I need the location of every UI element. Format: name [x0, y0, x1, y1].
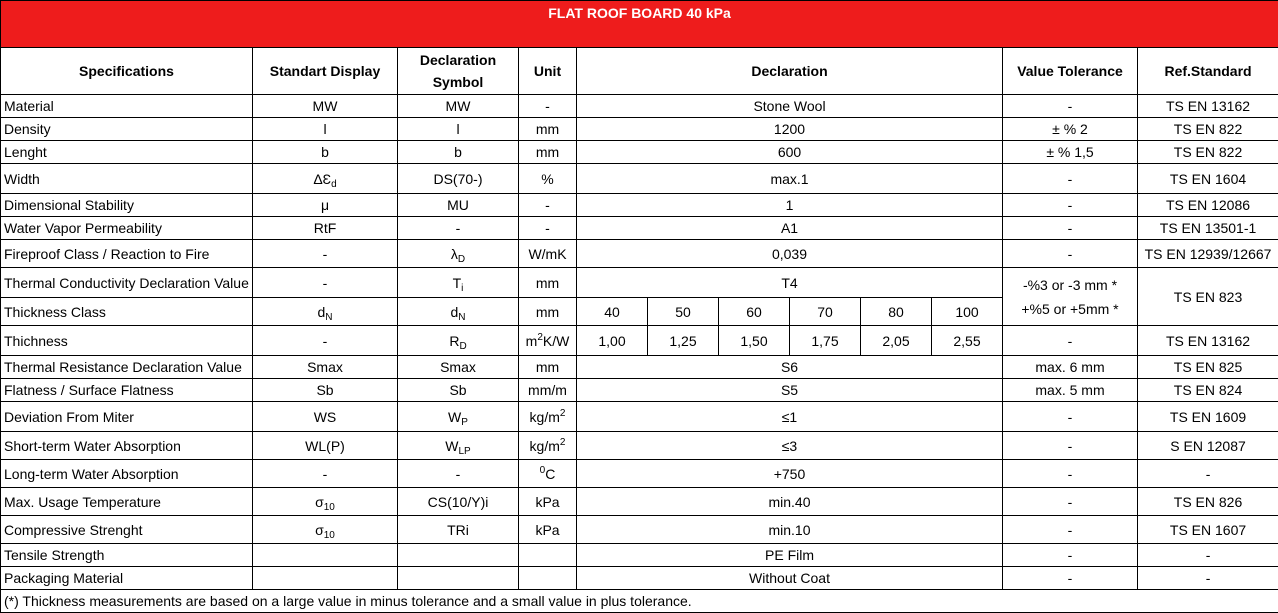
unit-cell: - [519, 95, 577, 118]
tolerance-cell: - [1003, 460, 1138, 488]
display-cell: μ [253, 194, 398, 217]
value-cell: 2,55 [932, 326, 1003, 356]
ref-cell: TS EN 12086 [1138, 194, 1278, 217]
table-row [1, 141, 1278, 164]
display-cell: - [253, 268, 398, 298]
spec-cell: Packaging Material [1, 567, 253, 590]
symbol-sub: N [458, 312, 465, 323]
symbol-cell [398, 268, 519, 298]
unit-cell [519, 402, 577, 432]
unit-cell: mm/m [519, 379, 577, 402]
footnote: (*) Thickness measurements are based on a large value in minus tolerance and a small value in plus tolerance. [1, 590, 1278, 613]
display-cell: - [253, 460, 398, 488]
unit-cell [519, 567, 577, 590]
unit-cell: kPa [519, 488, 577, 516]
symbol-base: T [453, 275, 462, 291]
tolerance-cell: - [1003, 95, 1138, 118]
tolerance-cell [1003, 268, 1138, 326]
declaration-cell: S6 [577, 356, 1003, 379]
symbol-cell [398, 567, 519, 590]
unit-cell [519, 432, 577, 460]
declaration-cell: 1200 [577, 118, 1003, 141]
unit-rest: C [545, 466, 555, 482]
tolerance-minus: -%3 or -3 mm * [1005, 273, 1135, 297]
table-row [1, 326, 1278, 356]
value-cell: 80 [861, 298, 932, 326]
table-row [1, 460, 1278, 488]
spec-cell: Material [1, 95, 253, 118]
symbol-cell [398, 544, 519, 567]
symbol-base: λ [451, 246, 458, 262]
header-declaration-symbol: Declaration Symbol [398, 48, 519, 95]
table-title: FLAT ROOF BOARD 40 kPa [1, 1, 1278, 48]
table-row [1, 432, 1278, 460]
spec-cell: Tensile Strength [1, 544, 253, 567]
symbol-cell: MW [398, 95, 519, 118]
symbol-cell: Smax [398, 356, 519, 379]
symbol-cell: - [398, 460, 519, 488]
symbol-sub: LP [458, 446, 470, 457]
ref-cell: TS EN 13501-1 [1138, 217, 1278, 240]
declaration-cell: Without Coat [577, 567, 1003, 590]
spec-cell: Compressive Strenght [1, 516, 253, 544]
spec-cell: Thermal Conductivity Declaration Value [1, 268, 253, 298]
display-base: ΔƐ [313, 171, 331, 187]
symbol-cell: Sb [398, 379, 519, 402]
display-cell [253, 488, 398, 516]
symbol-cell [398, 240, 519, 268]
spec-cell: Flatness / Surface Flatness [1, 379, 253, 402]
table-row [1, 488, 1278, 516]
spec-cell: Max. Usage Temperature [1, 488, 253, 516]
ref-cell: - [1138, 544, 1278, 567]
header-standart-display: Standart Display [253, 48, 398, 95]
tolerance-cell: max. 5 mm [1003, 379, 1138, 402]
unit-cell: mm [519, 356, 577, 379]
symbol-cell [398, 298, 519, 326]
symbol-cell: TRi [398, 516, 519, 544]
unit-cell: mm [519, 118, 577, 141]
tolerance-cell: - [1003, 240, 1138, 268]
symbol-sub: D [459, 341, 466, 352]
spec-cell: Water Vapor Permeability [1, 217, 253, 240]
declaration-cell: 0,039 [577, 240, 1003, 268]
header-value-tolerance: Value Tolerance [1003, 48, 1138, 95]
table-row [1, 194, 1278, 217]
tolerance-cell: ± % 1,5 [1003, 141, 1138, 164]
declaration-cell: max.1 [577, 164, 1003, 194]
tolerance-cell: ± % 2 [1003, 118, 1138, 141]
unit-sup: 2 [537, 332, 543, 343]
display-sub: 10 [324, 530, 335, 541]
unit-sup: 2 [560, 437, 566, 448]
display-cell: WL(P) [253, 432, 398, 460]
header-declaration: Declaration [577, 48, 1003, 95]
display-cell: Sb [253, 379, 398, 402]
declaration-cell: 1 [577, 194, 1003, 217]
value-cell: 60 [719, 298, 790, 326]
unit-cell: - [519, 194, 577, 217]
tolerance-cell: - [1003, 516, 1138, 544]
value-cell: 1,25 [648, 326, 719, 356]
table-row [1, 402, 1278, 432]
value-cell: 100 [932, 298, 1003, 326]
spec-cell: Deviation From Miter [1, 402, 253, 432]
unit-cell: % [519, 164, 577, 194]
unit-cell: mm [519, 298, 577, 326]
unit-cell [519, 326, 577, 356]
display-base: d [317, 304, 325, 320]
tolerance-cell: - [1003, 194, 1138, 217]
unit-rest: K/W [543, 333, 569, 349]
ref-cell: TS EN 822 [1138, 141, 1278, 164]
tolerance-cell: - [1003, 488, 1138, 516]
symbol-base: W [448, 409, 461, 425]
display-cell: - [253, 240, 398, 268]
symbol-cell: b [398, 141, 519, 164]
display-cell: - [253, 326, 398, 356]
display-base: σ [315, 494, 324, 510]
tolerance-cell: - [1003, 164, 1138, 194]
table-row [1, 118, 1278, 141]
table-row [1, 567, 1278, 590]
table-row [1, 544, 1278, 567]
table-row [1, 379, 1278, 402]
declaration-cell: S5 [577, 379, 1003, 402]
declaration-cell: ≤1 [577, 402, 1003, 432]
ref-cell: TS EN 826 [1138, 488, 1278, 516]
unit-cell: mm [519, 268, 577, 298]
unit-base: m [526, 333, 538, 349]
unit-cell [519, 460, 577, 488]
symbol-base: R [449, 333, 459, 349]
symbol-cell: MU [398, 194, 519, 217]
unit-cell: kPa [519, 516, 577, 544]
ref-cell: TS EN 1604 [1138, 164, 1278, 194]
symbol-cell: DS(70-) [398, 164, 519, 194]
spec-cell: Width [1, 164, 253, 194]
spec-cell: Thickness Class [1, 298, 253, 326]
tolerance-cell: - [1003, 217, 1138, 240]
table-row [1, 240, 1278, 268]
symbol-cell [398, 326, 519, 356]
unit-sup: 0 [540, 465, 546, 476]
header-ref-standard: Ref.Standard [1138, 48, 1278, 95]
tolerance-cell: - [1003, 402, 1138, 432]
spec-cell: Long-term Water Absorption [1, 460, 253, 488]
display-cell [253, 298, 398, 326]
symbol-cell: CS(10/Y)i [398, 488, 519, 516]
declaration-cell: ≤3 [577, 432, 1003, 460]
symbol-sub: P [461, 417, 468, 428]
value-cell: 40 [577, 298, 648, 326]
display-cell: RtF [253, 217, 398, 240]
ref-cell: TS EN 1609 [1138, 402, 1278, 432]
tolerance-plus: +%5 or +5mm * [1005, 297, 1135, 321]
display-cell: MW [253, 95, 398, 118]
symbol-cell [398, 402, 519, 432]
ref-cell: TS EN 12939/12667 [1138, 240, 1278, 268]
ref-cell: TS EN 13162 [1138, 95, 1278, 118]
ref-cell: TS EN 1607 [1138, 516, 1278, 544]
ref-cell: - [1138, 460, 1278, 488]
unit-cell: W/mK [519, 240, 577, 268]
display-base: σ [315, 522, 324, 538]
display-sub: d [331, 179, 337, 190]
declaration-cell: PE Film [577, 544, 1003, 567]
ref-cell: - [1138, 567, 1278, 590]
table-row [1, 95, 1278, 118]
header-specifications: Specifications [1, 48, 253, 95]
spec-cell: Thichness [1, 326, 253, 356]
ref-cell: S EN 12087 [1138, 432, 1278, 460]
tolerance-cell: - [1003, 544, 1138, 567]
footnote-row [1, 590, 1278, 613]
table-row [1, 164, 1278, 194]
declaration-cell: T4 [577, 268, 1003, 298]
value-cell: 1,00 [577, 326, 648, 356]
ref-cell: TS EN 823 [1138, 268, 1278, 326]
symbol-cell [398, 432, 519, 460]
declaration-cell: +750 [577, 460, 1003, 488]
ref-cell: TS EN 822 [1138, 118, 1278, 141]
value-cell: 1,50 [719, 326, 790, 356]
value-cell: 2,05 [861, 326, 932, 356]
symbol-cell: - [398, 217, 519, 240]
spec-cell: Fireproof Class / Reaction to Fire [1, 240, 253, 268]
display-cell: l [253, 118, 398, 141]
spec-cell: Thermal Resistance Declaration Value [1, 356, 253, 379]
table-row [1, 356, 1278, 379]
display-cell: WS [253, 402, 398, 432]
ref-cell: TS EN 825 [1138, 356, 1278, 379]
display-cell [253, 516, 398, 544]
display-cell: Smax [253, 356, 398, 379]
display-cell [253, 544, 398, 567]
unit-cell: - [519, 217, 577, 240]
display-cell [253, 164, 398, 194]
declaration-cell: Stone Wool [577, 95, 1003, 118]
spec-cell: Density [1, 118, 253, 141]
symbol-sub: i [461, 283, 463, 294]
value-cell: 50 [648, 298, 719, 326]
spec-cell: Dimensional Stability [1, 194, 253, 217]
symbol-base: W [445, 438, 458, 454]
unit-sup: 2 [560, 408, 566, 419]
display-sub: N [325, 312, 332, 323]
spec-cell: Lenght [1, 141, 253, 164]
value-cell: 1,75 [790, 326, 861, 356]
ref-cell: TS EN 13162 [1138, 326, 1278, 356]
table-row [1, 516, 1278, 544]
symbol-sub: D [458, 254, 465, 265]
tolerance-cell: - [1003, 326, 1138, 356]
display-cell [253, 567, 398, 590]
declaration-cell: A1 [577, 217, 1003, 240]
tolerance-cell: - [1003, 567, 1138, 590]
unit-base: kg/m [530, 438, 560, 454]
tolerance-cell: - [1003, 432, 1138, 460]
display-cell: b [253, 141, 398, 164]
declaration-cell: min.40 [577, 488, 1003, 516]
table-row [1, 217, 1278, 240]
ref-cell: TS EN 824 [1138, 379, 1278, 402]
tolerance-cell: max. 6 mm [1003, 356, 1138, 379]
unit-base: kg/m [530, 409, 560, 425]
value-cell: 70 [790, 298, 861, 326]
unit-cell: mm [519, 141, 577, 164]
header-unit: Unit [519, 48, 577, 95]
declaration-cell: min.10 [577, 516, 1003, 544]
symbol-base: d [450, 304, 458, 320]
display-sub: 10 [324, 502, 335, 513]
unit-cell [519, 544, 577, 567]
declaration-cell: 600 [577, 141, 1003, 164]
symbol-cell: l [398, 118, 519, 141]
spec-cell: Short-term Water Absorption [1, 432, 253, 460]
table-row [1, 268, 1278, 298]
